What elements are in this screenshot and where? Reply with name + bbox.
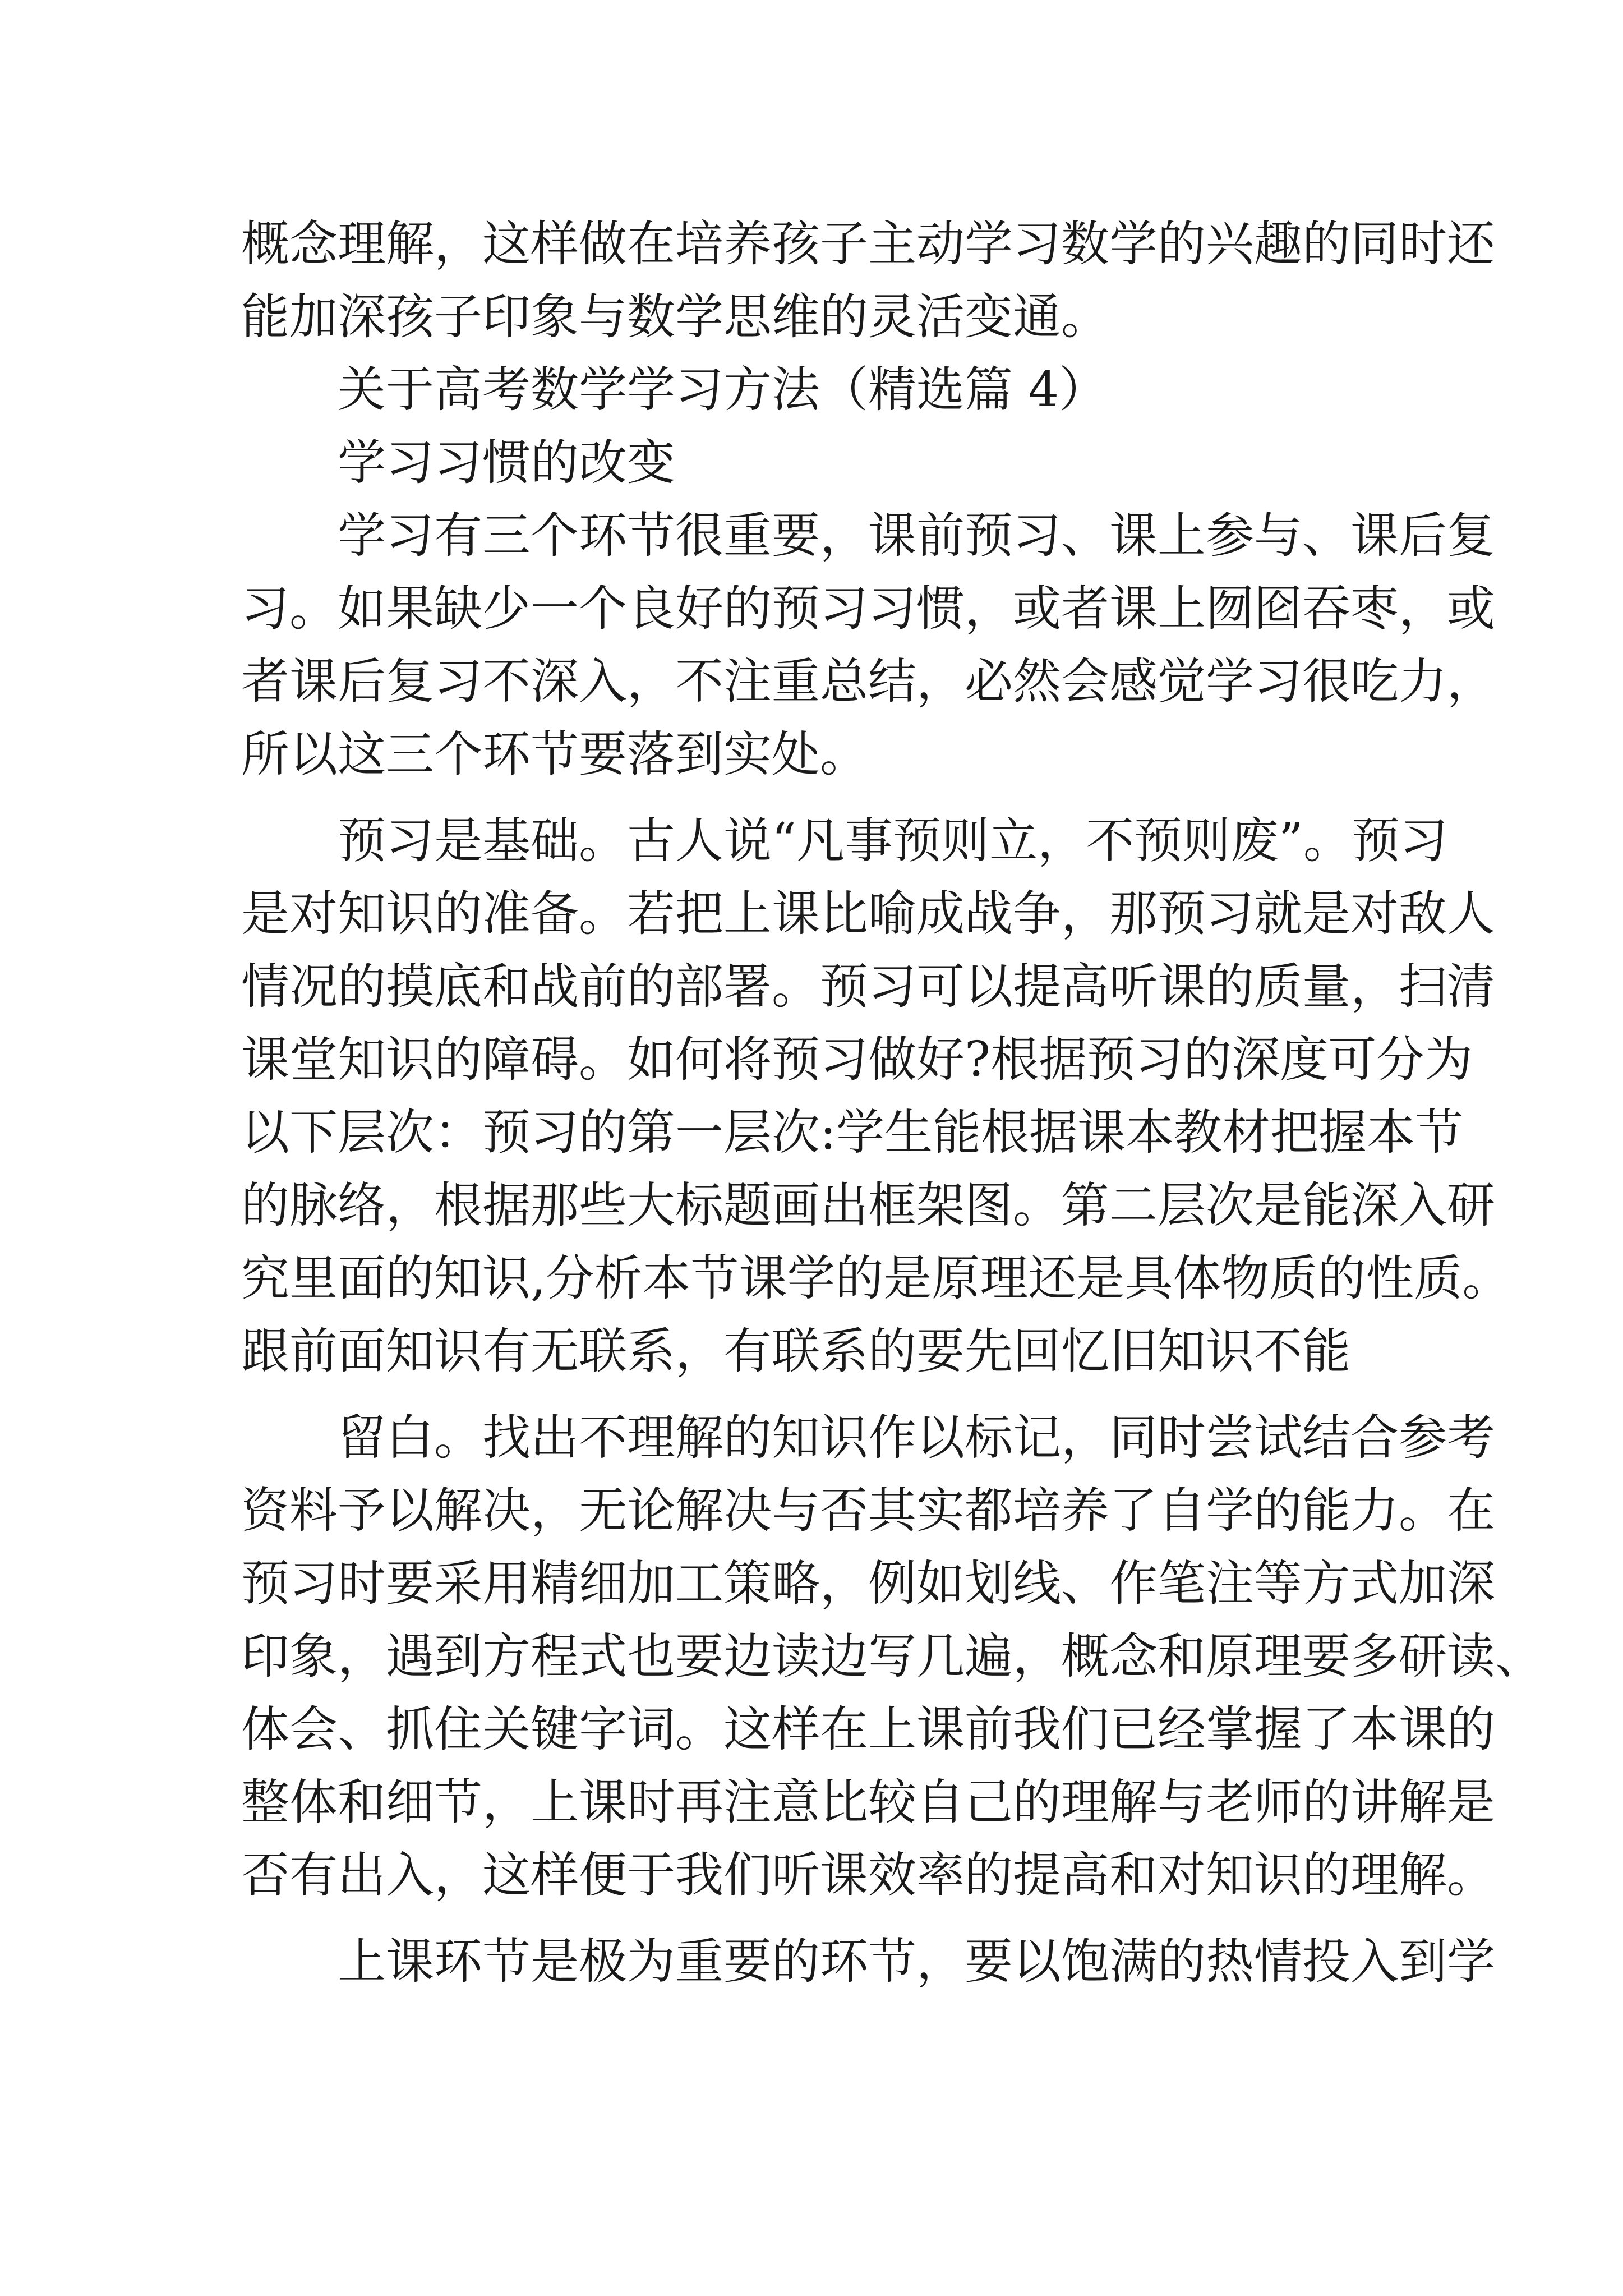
- subheading: [241, 426, 1396, 499]
- paragraph: [241, 208, 1495, 353]
- text-line: 所以这三个环节要落到实处。: [241, 726, 868, 783]
- text-line: 以下层次：预习的第一层次:学生能根据课本教材把握本节: [241, 1105, 1463, 1161]
- text-line: 预习时要采用精细加工策略，例如划线、作笔注等方式加深: [241, 1556, 1495, 1612]
- text-line: 的脉络，根据那些大标题画出框架图。第二层次是能深入研: [241, 1177, 1495, 1234]
- subheading-text: 学习习惯的改变: [338, 435, 675, 491]
- text-line: 情况的摸底和战前的部署。预习可以提高听课的质量，扫清: [241, 959, 1495, 1015]
- text-line: 者课后复习不深入，不注重总结，必然会感觉学习很吃力，: [241, 654, 1495, 710]
- text-line: 课堂知识的障碍。如何将预习做好?根据预习的深度可分为: [241, 1032, 1473, 1088]
- text-line: 资料予以解决，无论解决与否其实都培养了自学的能力。在: [241, 1483, 1495, 1539]
- text-line: 概念理解，这样做在培养孩子主动学习数学的兴趣的同时还: [241, 216, 1495, 272]
- heading-text: 关于高考数学学习方法（精选篇 4）: [338, 362, 1108, 418]
- text-line: 整体和细节，上课时再注意比较自己的理解与老师的讲解是: [241, 1774, 1495, 1830]
- paragraph: [241, 499, 1495, 791]
- text-line: 预习是基础。古人说“凡事预则立，不预则废”。预习: [338, 813, 1448, 869]
- text-line: 习。如果缺少一个良好的预习习惯，或者课上囫囵吞枣，或: [241, 581, 1495, 637]
- text-line: 印象，遇到方程式也要边读边写几遍，概念和原理要多研读、: [241, 1628, 1543, 1685]
- paragraph: [241, 1925, 1495, 1998]
- text-line: 能加深孩子印象与数学思维的灵活变通。: [241, 289, 1109, 345]
- document-body: [241, 208, 1543, 1998]
- text-line: 体会、抓住关键字词。这样在上课前我们已经掌握了本课的: [241, 1701, 1495, 1757]
- paragraph: [241, 1401, 1543, 1912]
- text-line: 跟前面知识有无联系，有联系的要先回忆旧知识不能: [241, 1323, 1350, 1379]
- text-line: 是对知识的准备。若把上课比喻成战争，那预习就是对敌人: [241, 886, 1495, 942]
- text-line: 学习有三个环节很重要，课前预习、课上参与、课后复: [338, 508, 1495, 564]
- text-line: 否有出入，这样便于我们听课效率的提高和对知识的理解。: [241, 1847, 1495, 1903]
- section-heading: [241, 353, 1396, 426]
- paragraph: [241, 804, 1511, 1388]
- text-line: 究里面的知识,分析本节课学的是原理还是具体物质的性质。: [241, 1250, 1511, 1306]
- text-line: 上课环节是极为重要的环节，要以饱满的热情投入到学: [338, 1934, 1495, 1990]
- text-line: 留白。找出不理解的知识作以标记，同时尝试结合参考: [338, 1410, 1495, 1466]
